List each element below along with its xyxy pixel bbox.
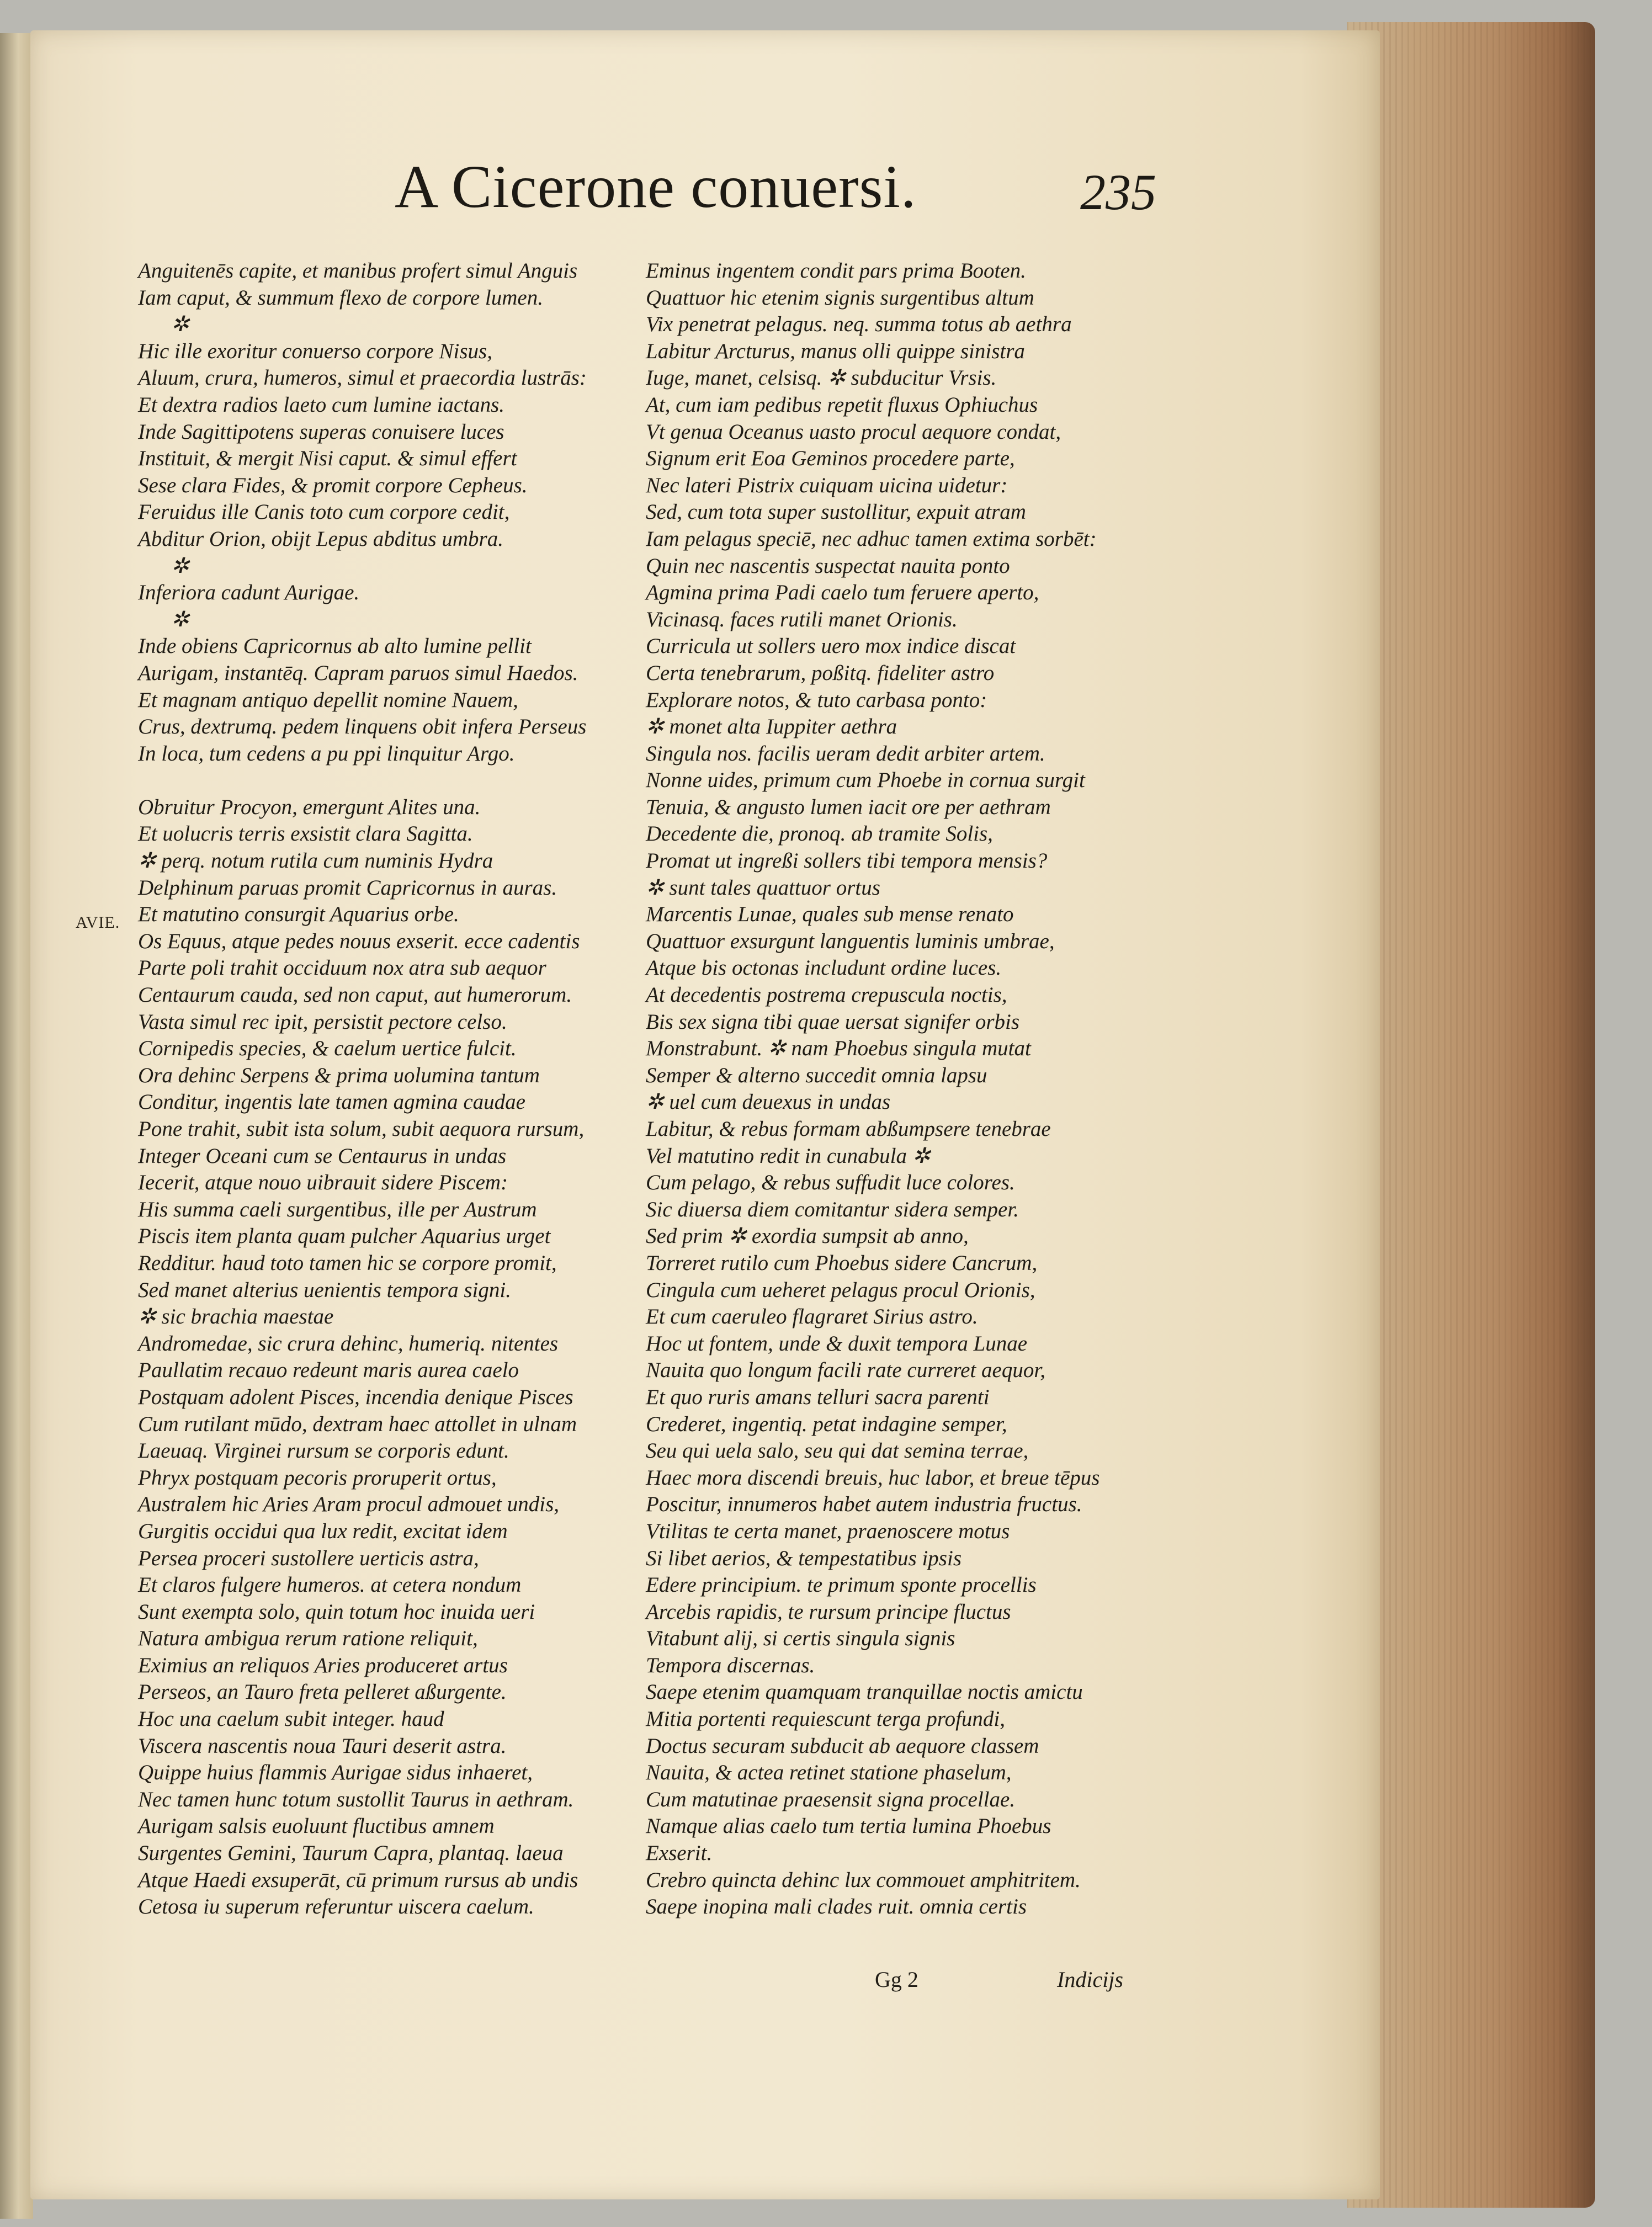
page-number: 235: [1080, 164, 1156, 220]
right-text-column: [646, 258, 1170, 1921]
verse-line: Et cum caeruleo flagraret Sirius astro.: [646, 1305, 978, 1329]
verse-line: Vasta simul rec ipit, persistit pectore celso.: [138, 1009, 507, 1034]
verse-line: Vt genua Oceanus uasto procul aequore condat,: [646, 419, 1061, 444]
verse-line: Et claros fulgere humeros. at cetera nondum: [138, 1573, 522, 1597]
verse-line: His summa caeli surgentibus, ille per Austrum: [138, 1197, 537, 1221]
verse-line: Redditur. haud toto tamen hic se corpore promit,: [138, 1251, 557, 1275]
verse-line: Inferiora cadunt Aurigae.: [138, 581, 360, 605]
verse-line: Instituit, & mergit Nisi caput. & simul effert: [138, 447, 517, 471]
verse-line: Atque Haedi exsuperāt, cū primum rursus ab undis: [138, 1868, 578, 1892]
verse-line: Australem hic Aries Aram procul admouet undis,: [138, 1492, 559, 1517]
verse-line: Conditur, ingentis late tamen agmina caudae: [138, 1090, 525, 1114]
verse-line: Nauita quo longum facili rate curreret aequor,: [646, 1358, 1045, 1383]
verse-line: ✲ sunt tales quattuor ortus: [646, 875, 880, 900]
verse-line: Anguitenēs capite, et manibus profert simul Anguis: [138, 259, 578, 283]
verse-line: Labitur, & rebus formam abßumpsere tenebrae: [646, 1117, 1051, 1141]
page-header: [395, 152, 1156, 262]
verse-line: Quin nec nascentis suspectat nauita ponto: [646, 554, 1010, 578]
verse-line: Saepe inopina mali clades ruit. omnia certis: [646, 1895, 1027, 1919]
verse-line: Arcebis rapidis, te rursum principe fluctus: [646, 1599, 1011, 1624]
left-text-column: [138, 258, 668, 1921]
verse-line: Iecerit, atque nouo uibrauit sidere Piscem:: [138, 1171, 508, 1195]
verse-line: ✲ uel cum deuexus in undas: [646, 1090, 891, 1114]
verse-line: Os Equus, atque pedes nouus exserit. ecce cadentis: [138, 929, 580, 953]
verse-line: Vel matutino redit in cunabula ✲: [646, 1144, 931, 1168]
verse-line: Nec lateri Pistrix cuiquam uicina uidetur:: [646, 473, 1008, 497]
verse-line: Et quo ruris amans telluri sacra parenti: [646, 1385, 990, 1409]
verse-line: Poscitur, innumeros habet autem industria fructus.: [646, 1492, 1082, 1517]
verse-line: Piscis item planta quam pulcher Aquarius urget: [138, 1224, 551, 1248]
verse-line: Andromedae, sic crura dehinc, humeriq. nitentes: [138, 1331, 559, 1356]
verse-line: ✲ perq. notum rutila cum numinis Hydra: [138, 849, 493, 873]
verse-line: Delphinum paruas promit Capricornus in auras.: [138, 875, 557, 900]
verse-line: Decedente die, pronoq. ab tramite Solis,: [646, 822, 993, 846]
verse-line: Doctus securam subducit ab aequore classem: [646, 1734, 1039, 1758]
verse-line: Et matutino consurgit Aquarius orbe.: [138, 902, 459, 927]
verse-line: Et magnam antiquo depellit nomine Nauem,: [138, 688, 518, 712]
verse-line: Aurigam salsis euoluunt fluctibus amnem: [138, 1814, 495, 1838]
verse-line: Vicinasq. faces rutili manet Orionis.: [646, 607, 958, 631]
verse-line: Tempora discernas.: [646, 1653, 815, 1677]
left-page-edge: [0, 33, 33, 2219]
verse-line: Explorare notos, & tuto carbasa ponto:: [646, 688, 987, 712]
verse-line: Namque alias caelo tum tertia lumina Phoebus: [646, 1814, 1051, 1838]
verse-line: Cum rutilant mūdo, dextram haec attollet in ulnam: [138, 1412, 577, 1436]
verse-line: Quattuor hic etenim signis surgentibus altum: [646, 285, 1034, 310]
verse-line: Labitur Arcturus, manus olli quippe sinistra: [646, 339, 1025, 363]
verse-line: Aurigam, instantēq. Capram paruos simul Haedos.: [138, 661, 578, 685]
verse-line: Vtilitas te certa manet, praenoscere motus: [646, 1519, 1010, 1543]
verse-line: Hic ille exoritur conuerso corpore Nisus,: [138, 339, 492, 363]
verse-line: Pone trahit, subit ista solum, subit aequora rursum,: [138, 1117, 585, 1141]
verse-line: Hoc ut fontem, unde & duxit tempora Lunae: [646, 1331, 1028, 1356]
verse-line: Vix penetrat pelagus. neq. summa totus ab aethra: [646, 312, 1072, 337]
verse-line: Inde Sagittipotens superas conuisere luces: [138, 419, 504, 444]
verse-line: Crus, dextrumq. pedem linquens obit infera Perseus: [138, 715, 587, 739]
verse-line: Eximius an reliquos Aries produceret artus: [138, 1653, 508, 1677]
verse-line: Curricula ut sollers uero mox indice discat: [646, 634, 1016, 658]
verse-line: Cingula cum ueheret pelagus procul Orionis,: [646, 1278, 1035, 1302]
verse-line: Cum pelago, & rebus suffudit luce colores.: [646, 1171, 1015, 1195]
verse-line: Postquam adolent Pisces, incendia denique Pisces: [138, 1385, 573, 1409]
verse-line: ✲: [171, 554, 189, 578]
verse-line: Aluum, crura, humeros, simul et praecordia lustrās:: [138, 366, 587, 390]
catchword: Indicijs: [1057, 1967, 1123, 1992]
verse-line: In loca, tum cedens a pu ppi linquitur Argo.: [138, 741, 515, 766]
verse-line: Surgentes Gemini, Taurum Capra, plantaq. laeua: [138, 1841, 564, 1865]
verse-line: Crederet, ingentiq. petat indagine semper,: [646, 1412, 1007, 1436]
verse-line: Marcentis Lunae, quales sub mense renato: [646, 902, 1014, 927]
running-head: A Cicerone conuersi.: [395, 153, 917, 220]
verse-line: At, cum iam pedibus repetit fluxus Ophiuchus: [646, 392, 1038, 417]
verse-line: Centaurum cauda, sed non caput, aut humerorum.: [138, 983, 572, 1007]
verse-line: Cum matutinae praesensit signa procellae.: [646, 1787, 1016, 1811]
verse-line: Feruidus ille Canis toto cum corpore cedit,: [138, 500, 510, 524]
margin-note: AVIE.: [76, 913, 120, 932]
verse-line: Iam caput, & summum flexo de corpore lumen.: [138, 285, 543, 310]
verse-line: ✲ sic brachia maestae: [138, 1305, 334, 1329]
verse-line: Seu qui uela salo, seu qui dat semina terrae,: [646, 1439, 1029, 1463]
verse-line: Cetosa iu superum referuntur uiscera caelum.: [138, 1895, 534, 1919]
verse-line: Agmina prima Padi caelo tum feruere aperto,: [646, 581, 1039, 605]
verse-line: Integer Oceani cum se Centaurus in undas: [138, 1144, 507, 1168]
verse-line: Phryx postquam pecoris proruperit ortus,: [138, 1465, 497, 1490]
verse-line: Gurgitis occidui qua lux redit, excitat idem: [138, 1519, 508, 1543]
verse-line: Signum erit Eoa Geminos procedere parte,: [646, 447, 1015, 471]
verse-line: Paullatim recauo redeunt maris aurea caelo: [138, 1358, 519, 1383]
verse-line: Monstrabunt. ✲ nam Phoebus singula mutat: [646, 1037, 1031, 1061]
verse-line: Et dextra radios laeto cum lumine iactans.: [138, 392, 504, 417]
page-footer: [875, 1966, 1123, 2000]
book-page: [30, 30, 1380, 2199]
verse-line: Crebro quincta dehinc lux commouet amphitritem.: [646, 1868, 1081, 1892]
verse-line: Exserit.: [646, 1841, 713, 1865]
verse-line: Certa tenebrarum, poßitq. fideliter astro: [646, 661, 995, 685]
verse-line: Promat ut ingreßi sollers tibi tempora mensis?: [646, 849, 1048, 873]
verse-line: Viscera nascentis noua Tauri deserit astra.: [138, 1734, 507, 1758]
verse-line: ✲ monet alta Iuppiter aethra: [646, 715, 897, 739]
verse-line: Nonne uides, primum cum Phoebe in cornua surgit: [646, 768, 1085, 793]
verse-line: Nauita, & actea retinet statione phaselum,: [646, 1761, 1012, 1785]
verse-line: Si libet aerios, & tempestatibus ipsis: [646, 1546, 962, 1570]
verse-line: Vitabunt alij, si certis singula signis: [646, 1627, 955, 1651]
verse-line: Hoc una caelum subit integer. haud: [138, 1707, 444, 1731]
verse-line: Nec tamen hunc totum sustollit Taurus in aethram.: [138, 1787, 574, 1811]
verse-line: At decedentis postrema crepuscula noctis,: [646, 983, 1007, 1007]
verse-line: Sese clara Fides, & promit corpore Cepheus.: [138, 473, 528, 497]
verse-line: Et uolucris terris exsistit clara Sagitta.: [138, 822, 473, 846]
verse-line: Atque bis octonas includunt ordine luces.: [646, 956, 1002, 980]
verse-line: Singula nos. facilis ueram dedit arbiter artem.: [646, 741, 1045, 766]
verse-line: Torreret rutilo cum Phoebus sidere Cancrum,: [646, 1251, 1038, 1275]
verse-line: ✲: [171, 607, 189, 631]
signature-mark: Gg 2: [875, 1967, 918, 1992]
verse-line: Mitia portenti requiescunt terga profundi,: [646, 1707, 1006, 1731]
book-fore-edge: [1347, 22, 1595, 2208]
verse-line: Iam pelagus speciē, nec adhuc tamen extima sorbēt:: [646, 527, 1097, 551]
verse-line: Parte poli trahit occiduum nox atra sub aequor: [138, 956, 546, 980]
verse-line: Quippe huius flammis Aurigae sidus inhaeret,: [138, 1761, 533, 1785]
verse-line: [138, 767, 668, 794]
verse-line: Cornipedis species, & caelum uertice fulcit.: [138, 1037, 517, 1061]
verse-line: Semper & alterno succedit omnia lapsu: [646, 1063, 987, 1087]
verse-line: Persea proceri sustollere uerticis astra,: [138, 1546, 479, 1570]
verse-line: Sunt exempta solo, quin totum hoc inuida ueri: [138, 1599, 535, 1624]
verse-line: Tenuia, & angusto lumen iacit ore per aethram: [646, 795, 1051, 819]
verse-line: Quattuor exsurgunt languentis luminis umbrae,: [646, 929, 1055, 953]
verse-line: Saepe etenim quamquam tranquillae noctis amictu: [646, 1680, 1083, 1704]
verse-line: Iuge, manet, celsisq. ✲ subducitur Vrsis.: [646, 366, 997, 390]
verse-line: Haec mora discendi breuis, huc labor, et breue tēpus: [646, 1465, 1100, 1490]
verse-line: Eminus ingentem condit pars prima Booten.: [646, 259, 1026, 283]
verse-line: Edere principium. te primum sponte procellis: [646, 1573, 1037, 1597]
verse-line: Inde obiens Capricornus ab alto lumine pellit: [138, 634, 532, 658]
verse-line: Sic diuersa diem comitantur sidera semper.: [646, 1197, 1019, 1221]
verse-line: Sed prim ✲ exordia sumpsit ab anno,: [646, 1224, 969, 1248]
verse-line: ✲: [171, 312, 189, 337]
verse-line: Bis sex signa tibi quae uersat signifer orbis: [646, 1009, 1020, 1034]
verse-line: Abditur Orion, obijt Lepus abditus umbra.: [138, 527, 503, 551]
verse-line: Natura ambigua rerum ratione reliquit,: [138, 1627, 478, 1651]
verse-line: Sed manet alterius uenientis tempora signi.: [138, 1278, 511, 1302]
verse-line: Ora dehinc Serpens & prima uolumina tantum: [138, 1063, 540, 1087]
verse-line: Obruitur Procyon, emergunt Alites una.: [138, 795, 481, 819]
verse-line: Perseos, an Tauro freta pelleret aßurgente.: [138, 1680, 507, 1704]
verse-line: Laeuaq. Virginei rursum se corporis edunt.: [138, 1439, 509, 1463]
verse-line: Sed, cum tota super sustollitur, expuit atram: [646, 500, 1026, 524]
